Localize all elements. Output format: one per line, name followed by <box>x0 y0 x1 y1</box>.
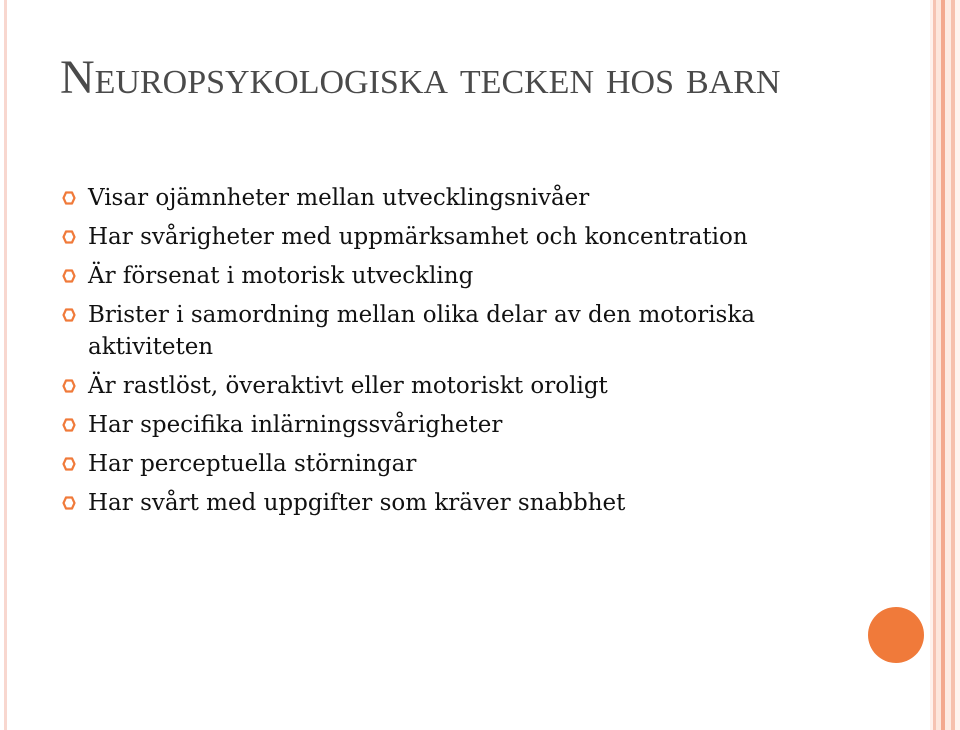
bullet-item <box>62 260 842 292</box>
bullet-item <box>62 409 842 441</box>
bullet-item <box>62 448 842 480</box>
bullet-item <box>62 182 842 214</box>
slide-title: Neuropsykologiska tecken hos barn <box>60 51 781 104</box>
stripe <box>955 0 960 730</box>
bullet-text: Är försenat i motorisk utveckling <box>88 263 474 289</box>
right-decorative-band <box>930 0 960 730</box>
rounded-hexagon-bullet-icon <box>62 487 88 519</box>
bullet-text: Har svårigheter med uppmärksamhet och koncentration <box>88 224 748 250</box>
left-decorative-rule <box>4 0 7 730</box>
rounded-hexagon-bullet-icon <box>62 448 88 480</box>
rounded-hexagon-bullet-icon <box>62 409 88 441</box>
bullet-item <box>62 221 842 253</box>
rounded-hexagon-bullet-icon <box>62 370 88 402</box>
bullet-text: Har perceptuella störningar <box>88 451 417 477</box>
bullet-item <box>62 299 842 363</box>
rounded-hexagon-bullet-icon <box>62 221 88 253</box>
bullet-text: Har specifika inlärningssvårigheter <box>88 412 503 438</box>
bullet-text: Har svårt med uppgifter som kräver snabbhet <box>88 490 626 516</box>
bullet-text: Brister i samordning mellan olika delar av den motoriska aktiviteten <box>88 302 756 360</box>
bullet-text: Är rastlöst, överaktivt eller motoriskt oroligt <box>88 373 608 399</box>
rounded-hexagon-bullet-icon <box>62 182 88 214</box>
rounded-hexagon-bullet-icon <box>62 299 88 331</box>
bullet-item <box>62 487 842 519</box>
orange-circle-decoration <box>868 607 924 663</box>
bullet-item <box>62 370 842 402</box>
rounded-hexagon-bullet-icon <box>62 260 88 292</box>
bullet-text: Visar ojämnheter mellan utvecklingsnivåer <box>88 185 590 211</box>
bullet-list <box>62 182 842 526</box>
